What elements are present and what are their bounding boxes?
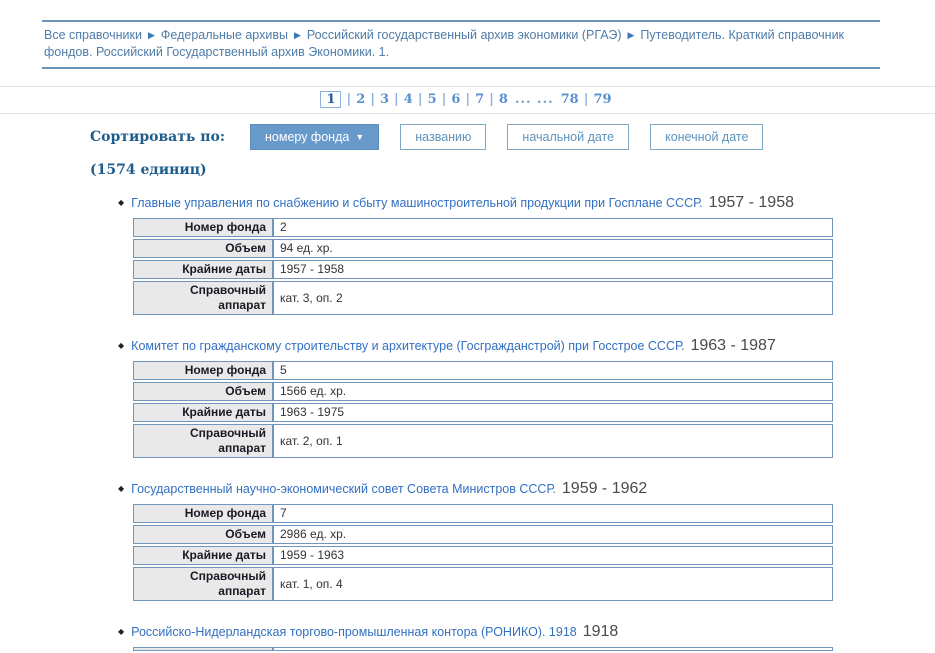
fond-dates: 1918	[582, 623, 619, 640]
sort-button-start-date[interactable]	[507, 124, 629, 150]
bullet-diamond-icon: ◆	[118, 198, 125, 207]
breadcrumb-arrow-icon: ▶	[627, 30, 635, 40]
pagination-page-link[interactable]: 79	[593, 92, 612, 107]
sort-button-label: начальной дате	[522, 130, 615, 144]
fond-row	[133, 546, 833, 565]
breadcrumb-items	[42, 22, 880, 67]
fond-title-link[interactable]: Комитет по гражданскому строительству и архитектуре (Госгражданстрой) при Госстрое СССР.	[131, 339, 685, 353]
fond-row	[133, 239, 833, 258]
breadcrumb-item[interactable]: Федеральные архивы	[160, 28, 288, 42]
sort-button-name[interactable]	[400, 124, 486, 150]
pagination-page-link[interactable]: 7	[475, 92, 485, 107]
pagination-page-link[interactable]: 3	[380, 92, 390, 107]
breadcrumb-bottom-rule	[42, 67, 880, 69]
pagination-separator: |	[465, 92, 471, 107]
fond-entry	[118, 480, 935, 603]
fond-row-label: Номер фонда	[133, 504, 273, 523]
fond-title-link[interactable]: Государственный научно-экономический совет Совета Министров СССР.	[131, 482, 556, 496]
breadcrumb-arrow-icon: ▶	[147, 30, 155, 40]
sort-button-label: номеру фонда	[265, 130, 350, 144]
fond-row-value: 7	[273, 504, 833, 523]
fond-dates: 1957 - 1958	[708, 194, 794, 211]
pagination-separator: |	[417, 92, 423, 107]
pagination-page-link[interactable]: 78	[560, 92, 579, 107]
pagination-page-link[interactable]: 5	[427, 92, 437, 107]
pagination	[0, 86, 935, 114]
fond-row-label: Справочный аппарат	[133, 567, 273, 601]
fond-title-link[interactable]: Главные управления по снабжению и сбыту машиностроительной продукции при Госплане СССР.	[131, 196, 703, 210]
fond-row	[133, 504, 833, 523]
dropdown-arrow-icon: ▼	[355, 132, 365, 142]
fond-row	[133, 403, 833, 422]
fond-list	[118, 194, 935, 653]
bullet-diamond-icon: ◆	[118, 484, 125, 493]
fond-row	[133, 647, 833, 651]
pagination-page-link[interactable]: 4	[403, 92, 413, 107]
fond-row-label	[133, 647, 273, 651]
fond-row	[133, 361, 833, 380]
fond-title-line	[118, 337, 935, 355]
fond-title-line	[118, 194, 935, 212]
fond-row	[133, 218, 833, 237]
fond-row-value: 2986 ед. хр.	[273, 525, 833, 544]
fond-row-label: Крайние даты	[133, 546, 273, 565]
results-count: (1574 единиц)	[90, 162, 207, 178]
pagination-separator: |	[370, 92, 375, 107]
breadcrumb-item: Путеводитель. Краткий справочник фондов. Российский Государственный архив Экономики. 1.	[44, 28, 845, 59]
fond-row	[133, 281, 833, 315]
breadcrumb-arrow-icon: ▶	[293, 30, 301, 40]
pagination-separator: |	[489, 92, 494, 107]
sort-bar	[90, 124, 935, 150]
fond-row	[133, 424, 833, 458]
sort-buttons	[250, 124, 784, 150]
fond-entry	[118, 623, 935, 653]
fond-row-value: 5	[273, 361, 833, 380]
fond-title-link[interactable]: Российско-Нидерландская торгово-промышленная контора (РОНИКО). 1918	[131, 625, 577, 639]
fond-row-value	[273, 647, 833, 651]
fond-row-label: Номер фонда	[133, 218, 273, 237]
bullet-diamond-icon: ◆	[118, 627, 125, 636]
breadcrumb	[42, 20, 880, 69]
pagination-separator: |	[441, 92, 447, 107]
fond-row-value: кат. 3, оп. 2	[273, 281, 833, 315]
breadcrumb-item[interactable]: Российский государственный архив экономики (РГАЭ)	[306, 28, 622, 42]
fond-dates: 1959 - 1962	[561, 480, 648, 497]
breadcrumb-item[interactable]: Все справочники	[44, 28, 142, 42]
fond-row-label: Объем	[133, 239, 273, 258]
fond-dates: 1963 - 1987	[690, 337, 776, 354]
fond-row-label: Справочный аппарат	[133, 424, 273, 458]
pagination-page-link[interactable]: 8	[498, 92, 508, 107]
bullet-diamond-icon: ◆	[118, 341, 125, 350]
sort-button-fond-number[interactable]	[250, 124, 379, 150]
fond-title-line	[118, 480, 935, 498]
fond-row	[133, 567, 833, 601]
fond-row-label: Крайние даты	[133, 403, 273, 422]
fond-row	[133, 382, 833, 401]
fond-row-value: 2	[273, 218, 833, 237]
fond-table	[133, 502, 833, 603]
fond-row-value: 1963 - 1975	[273, 403, 833, 422]
sort-button-label: названию	[415, 130, 472, 144]
fond-entry	[118, 337, 935, 460]
fond-row-label: Объем	[133, 382, 273, 401]
fond-row-value: 1566 ед. хр.	[273, 382, 833, 401]
sort-button-end-date[interactable]	[650, 124, 763, 150]
fond-table	[133, 645, 833, 653]
fond-row-value: кат. 2, оп. 1	[273, 424, 833, 458]
fond-entry	[118, 194, 935, 317]
fond-table	[133, 359, 833, 460]
fond-row-label: Справочный аппарат	[133, 281, 273, 315]
fond-row	[133, 525, 833, 544]
fond-row	[133, 260, 833, 279]
pagination-separator: |	[394, 92, 399, 107]
fond-row-value: кат. 1, оп. 4	[273, 567, 833, 601]
pagination-page-link[interactable]: 2	[356, 92, 366, 107]
fond-row-value: 1957 - 1958	[273, 260, 833, 279]
fond-row-label: Номер фонда	[133, 361, 273, 380]
fond-row-value: 94 ед. хр.	[273, 239, 833, 258]
pagination-separator: |	[346, 92, 352, 107]
pagination-page-link[interactable]: 6	[451, 92, 461, 107]
pagination-current-page: 1	[320, 91, 341, 108]
fond-title-line	[118, 623, 935, 641]
fond-table	[133, 216, 833, 317]
sort-label: Сортировать по:	[90, 129, 226, 145]
fond-row-label: Объем	[133, 525, 273, 544]
fond-row-value: 1959 - 1963	[273, 546, 833, 565]
fond-row-label: Крайние даты	[133, 260, 273, 279]
pagination-separator: |	[583, 92, 589, 107]
pagination-ellipsis: ... ...	[514, 92, 554, 107]
sort-button-label: конечной дате	[665, 130, 749, 144]
